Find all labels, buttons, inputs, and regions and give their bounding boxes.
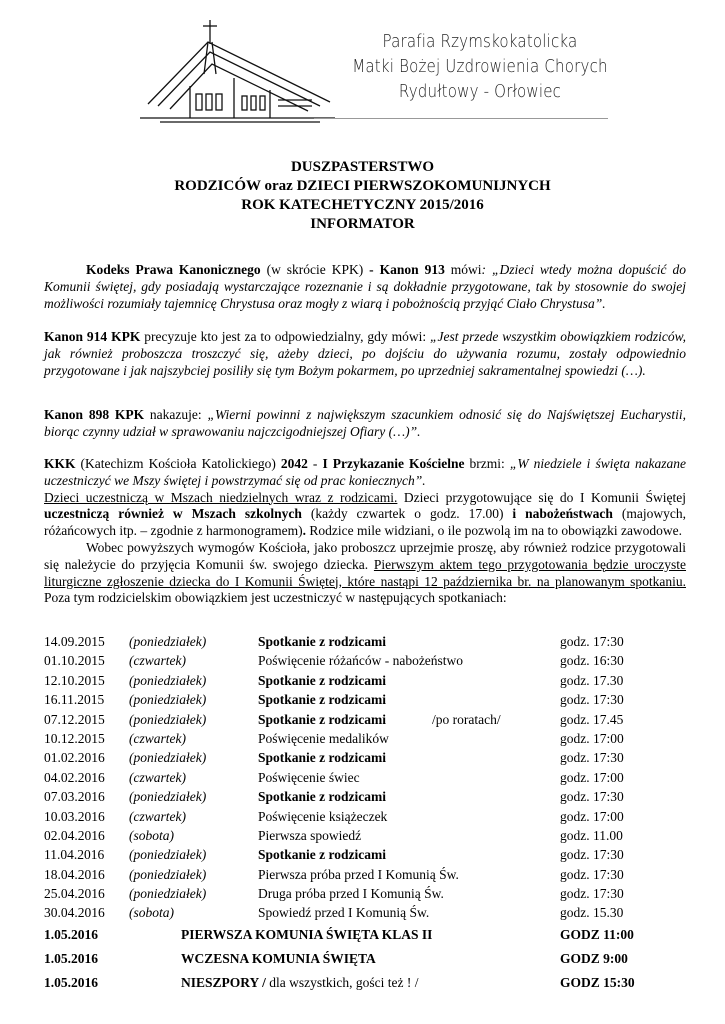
schedule-row: [44, 865, 686, 884]
schedule-time: godz. 17:30: [560, 886, 624, 902]
title-line: RODZICÓW oraz DZIECI PIERWSZOKOMUNIJNYCH: [174, 178, 551, 194]
schedule-row: [44, 787, 686, 806]
schedule-day: (poniedziałek): [129, 886, 207, 902]
final-time: GODZ 9:00: [560, 950, 628, 966]
document-title: [0, 158, 725, 234]
schedule-event: Poświęcenie świec: [258, 769, 360, 785]
schedule-day: (czwartek): [129, 730, 186, 746]
final-row: [44, 947, 686, 971]
schedule-date: 30.04.2016: [44, 905, 105, 921]
schedule-time: godz. 17:30: [560, 750, 624, 766]
schedule-day: (sobota): [129, 827, 174, 843]
schedule-time: godz. 17:30: [560, 789, 624, 805]
text-run: i nabożeństwach: [512, 506, 613, 522]
schedule-event: Spotkanie z rodzicami: [258, 634, 386, 649]
parish-name: [330, 30, 630, 105]
text-run: uczestniczą również w Mszach szkolnych: [44, 506, 302, 522]
paragraph-kkk: [44, 456, 686, 607]
final-event-extra: dla wszystkich, gości też ! /: [265, 974, 419, 990]
text-run: - Kanon 913: [369, 262, 445, 277]
schedule-date: 11.04.2016: [44, 847, 105, 863]
schedule-time: godz. 17:00: [560, 769, 624, 785]
schedule-row: [44, 710, 686, 729]
schedule-date: 16.11.2015: [44, 692, 105, 708]
schedule-date: 14.09.2015: [44, 634, 105, 649]
schedule-day: (poniedziałek): [129, 789, 207, 805]
schedule-event: Spotkanie z rodzicami: [258, 692, 386, 708]
text-run: brzmi:: [464, 456, 510, 471]
title-line: INFORMATOR: [310, 216, 415, 232]
schedule-day: (czwartek): [129, 653, 186, 669]
parish-line: Matki Bożej Uzdrowienia Chorych: [352, 57, 608, 77]
text-run: Pierwszym aktem tego przygotowania będzie uroczyste liturgiczne zgłoszenie dziecka do I Komunii Świętej, które nastąpi 12 października br. na planowanym spotkaniu.: [44, 556, 687, 589]
text-run: Kanon 898 KPK: [44, 407, 145, 422]
final-event-title: NIESZPORY /: [181, 974, 266, 990]
paragraph-kpk-913: [44, 262, 686, 312]
parish-line: Parafia Rzymskokatolicka: [382, 32, 578, 52]
schedule-row: [44, 651, 686, 670]
schedule-date: 10.03.2016: [44, 808, 105, 824]
title-line: ROK KATECHETYCZNY 2015/2016: [241, 197, 484, 213]
text-run: Wobec powyższych wymogów Kościoła, jako proboszcz uprzejmie proszę, aby również rodzice przygotowali się należycie do przyjęcia Komunii św. swojego dziecka.: [44, 539, 686, 572]
text-run: (Katechizm Kościoła Katolickiego): [75, 456, 281, 471]
final-date: 1.05.2016: [44, 926, 98, 942]
final-event: [181, 971, 419, 995]
text-run: (w skrócie KPK): [260, 262, 370, 277]
schedule-date: 10.12.2015: [44, 730, 105, 746]
schedule-event: Spotkanie z rodzicami: [258, 789, 386, 805]
text-run: Kodeks Prawa Kanonicznego: [86, 262, 261, 277]
quote: „Jest przede wszystkim obowiązkiem rodziców, jak również proboszcza troszczyć się, ażeby dzieci, po dojściu do używania rozumu, zostały odpowiednio przygotowane i jak najszybciej posiliły się tym Bożym pokarmem, po uprzedniej sakramentalnej spowiedzi (…).: [44, 329, 686, 378]
schedule-row: [44, 903, 686, 922]
final-date: 1.05.2016: [44, 950, 98, 966]
schedule-time: godz. 17:30: [560, 692, 624, 708]
schedule-date: 01.02.2016: [44, 750, 105, 766]
schedule-event: Poświęcenie różańców - nabożeństwo: [258, 653, 464, 669]
schedule-row: [44, 690, 686, 709]
text-run: Rodzice mile widziani, o ile pozwolą im na to obowiązki zawodowe.: [306, 523, 683, 539]
schedule-row: [44, 748, 686, 767]
schedule-day: (poniedziałek): [129, 847, 207, 863]
schedule-event: Spotkanie z rodzicami: [258, 750, 386, 766]
parish-line: Rydułtowy - Orłowiec: [398, 82, 562, 102]
schedule-event: Spotkanie z rodzicami: [258, 711, 386, 727]
schedule-day: (poniedziałek): [129, 866, 207, 882]
schedule-time: godz. 17:00: [560, 808, 624, 824]
schedule-day: (poniedziałek): [129, 692, 207, 708]
schedule-row: [44, 632, 686, 651]
schedule-row: [44, 671, 686, 690]
schedule-day: (poniedziałek): [129, 672, 207, 688]
schedule-event: Poświęcenie książeczek: [258, 808, 388, 824]
schedule-row: [44, 826, 686, 845]
text-run: -: [307, 456, 323, 471]
quote: : „Dzieci wtedy można dopuścić do Komunii świętej, gdy posiadają wystarczające rozeznanie i są dokładnie przygotowane, tak by stosownie do swojej możliwości rozumiały tajemnicę Chrystusa oraz mogły z wiarą i pobożnością przyjąć Ciało Chrystusa”.: [44, 262, 686, 311]
schedule-time: godz. 11.00: [560, 827, 623, 843]
schedule-date: 25.04.2016: [44, 886, 105, 902]
schedule-event: Poświęcenie medalików: [258, 730, 389, 746]
schedule-time: godz. 17:30: [560, 866, 624, 882]
schedule-rows: [44, 632, 686, 923]
quote: „W niedziele i święta nakazane uczestniczyć we Mszy świętej i powstrzymać się od prac koniecznych”.: [44, 456, 686, 488]
final-event-title: WCZESNA KOMUNIA ŚWIĘTA: [181, 950, 376, 966]
schedule-date: 02.04.2016: [44, 827, 105, 843]
schedule-day: (czwartek): [129, 808, 186, 824]
schedule-table: [44, 632, 686, 995]
text-run: nakazuje:: [144, 407, 208, 422]
church-logo-icon: [130, 14, 345, 134]
text-run: I Przykazanie Kościelne: [322, 456, 465, 471]
schedule-time: godz. 17:30: [560, 847, 624, 863]
schedule-day: (poniedziałek): [129, 634, 207, 649]
schedule-time: godz. 17.30: [560, 672, 624, 688]
schedule-event: Pierwsza próba przed I Komunią Św.: [258, 866, 459, 882]
final-rows: [44, 923, 686, 995]
schedule-row: [44, 807, 686, 826]
paragraph-kpk-914: [44, 329, 686, 379]
text-run: precyzuje kto jest za to odpowiedzialny, gdy mówi:: [140, 329, 430, 344]
schedule-day: (poniedziałek): [129, 750, 207, 766]
schedule-date: 18.04.2016: [44, 866, 105, 882]
schedule-time: godz. 17.45: [560, 711, 624, 727]
text-run: (każdy czwartek o godz. 17.00): [301, 506, 513, 522]
text-run: mówi: [444, 262, 482, 277]
final-time: GODZ 15:30: [560, 974, 635, 990]
schedule-date: 04.02.2016: [44, 769, 105, 785]
title-line: DUSZPASTERSTWO: [290, 159, 435, 175]
final-time: GODZ 11:00: [560, 926, 634, 942]
final-event: [181, 923, 432, 947]
text-run: 2042: [280, 456, 308, 471]
final-event: [181, 947, 376, 971]
final-row: [44, 971, 686, 995]
schedule-row: [44, 884, 686, 903]
schedule-row: [44, 729, 686, 748]
schedule-row: [44, 845, 686, 864]
schedule-row: [44, 768, 686, 787]
text-run: Dzieci przygotowujące się do I Komunii Świętej: [397, 489, 686, 505]
quote: „Wierni powinni z największym szacunkiem odnosić się do Najświętszej Eucharystii, biorąc czynny udział w sprawowaniu najczcigodniejszej Ofiary (…)”.: [44, 407, 686, 439]
text-run: .: [302, 523, 307, 539]
header-divider: [314, 118, 608, 119]
text-run: (majowych, różańcowych itp. – zgodnie z harmonogramem): [44, 506, 686, 539]
final-date: 1.05.2016: [44, 974, 98, 990]
schedule-time: godz. 17:00: [560, 730, 624, 746]
text-run: Kanon 914 KPK: [44, 329, 141, 344]
schedule-event: Spotkanie z rodzicami: [258, 847, 386, 863]
schedule-time: godz. 16:30: [560, 653, 624, 669]
schedule-date: 12.10.2015: [44, 672, 105, 688]
schedule-day: (sobota): [129, 905, 174, 921]
paragraph-kpk-898: [44, 407, 686, 441]
schedule-date: 07.12.2015: [44, 711, 105, 727]
schedule-event: Druga próba przed I Komunią Św.: [258, 886, 444, 902]
text-run: Poza tym rodzicielskim obowiązkiem jest uczestniczyć w następujących spotkaniach:: [44, 590, 507, 606]
schedule-event: Spotkanie z rodzicami: [258, 672, 386, 688]
schedule-date: 07.03.2016: [44, 789, 105, 805]
schedule-note: /po roratach/: [432, 711, 501, 727]
text-run: KKK: [44, 456, 76, 471]
schedule-event: Spowiedź przed I Komunią Św.: [258, 905, 430, 921]
schedule-event: Pierwsza spowiedź: [258, 827, 362, 843]
schedule-time: godz. 15.30: [560, 905, 624, 921]
text-run: Dzieci uczestniczą w Mszach niedzielnych wraz z rodzicami.: [44, 489, 398, 505]
schedule-time: godz. 17:30: [560, 634, 624, 649]
final-row: [44, 923, 686, 947]
schedule-date: 01.10.2015: [44, 653, 105, 669]
schedule-day: (poniedziałek): [129, 711, 207, 727]
final-event-title: PIERWSZA KOMUNIA ŚWIĘTA KLAS II: [181, 926, 433, 942]
schedule-day: (czwartek): [129, 769, 186, 785]
